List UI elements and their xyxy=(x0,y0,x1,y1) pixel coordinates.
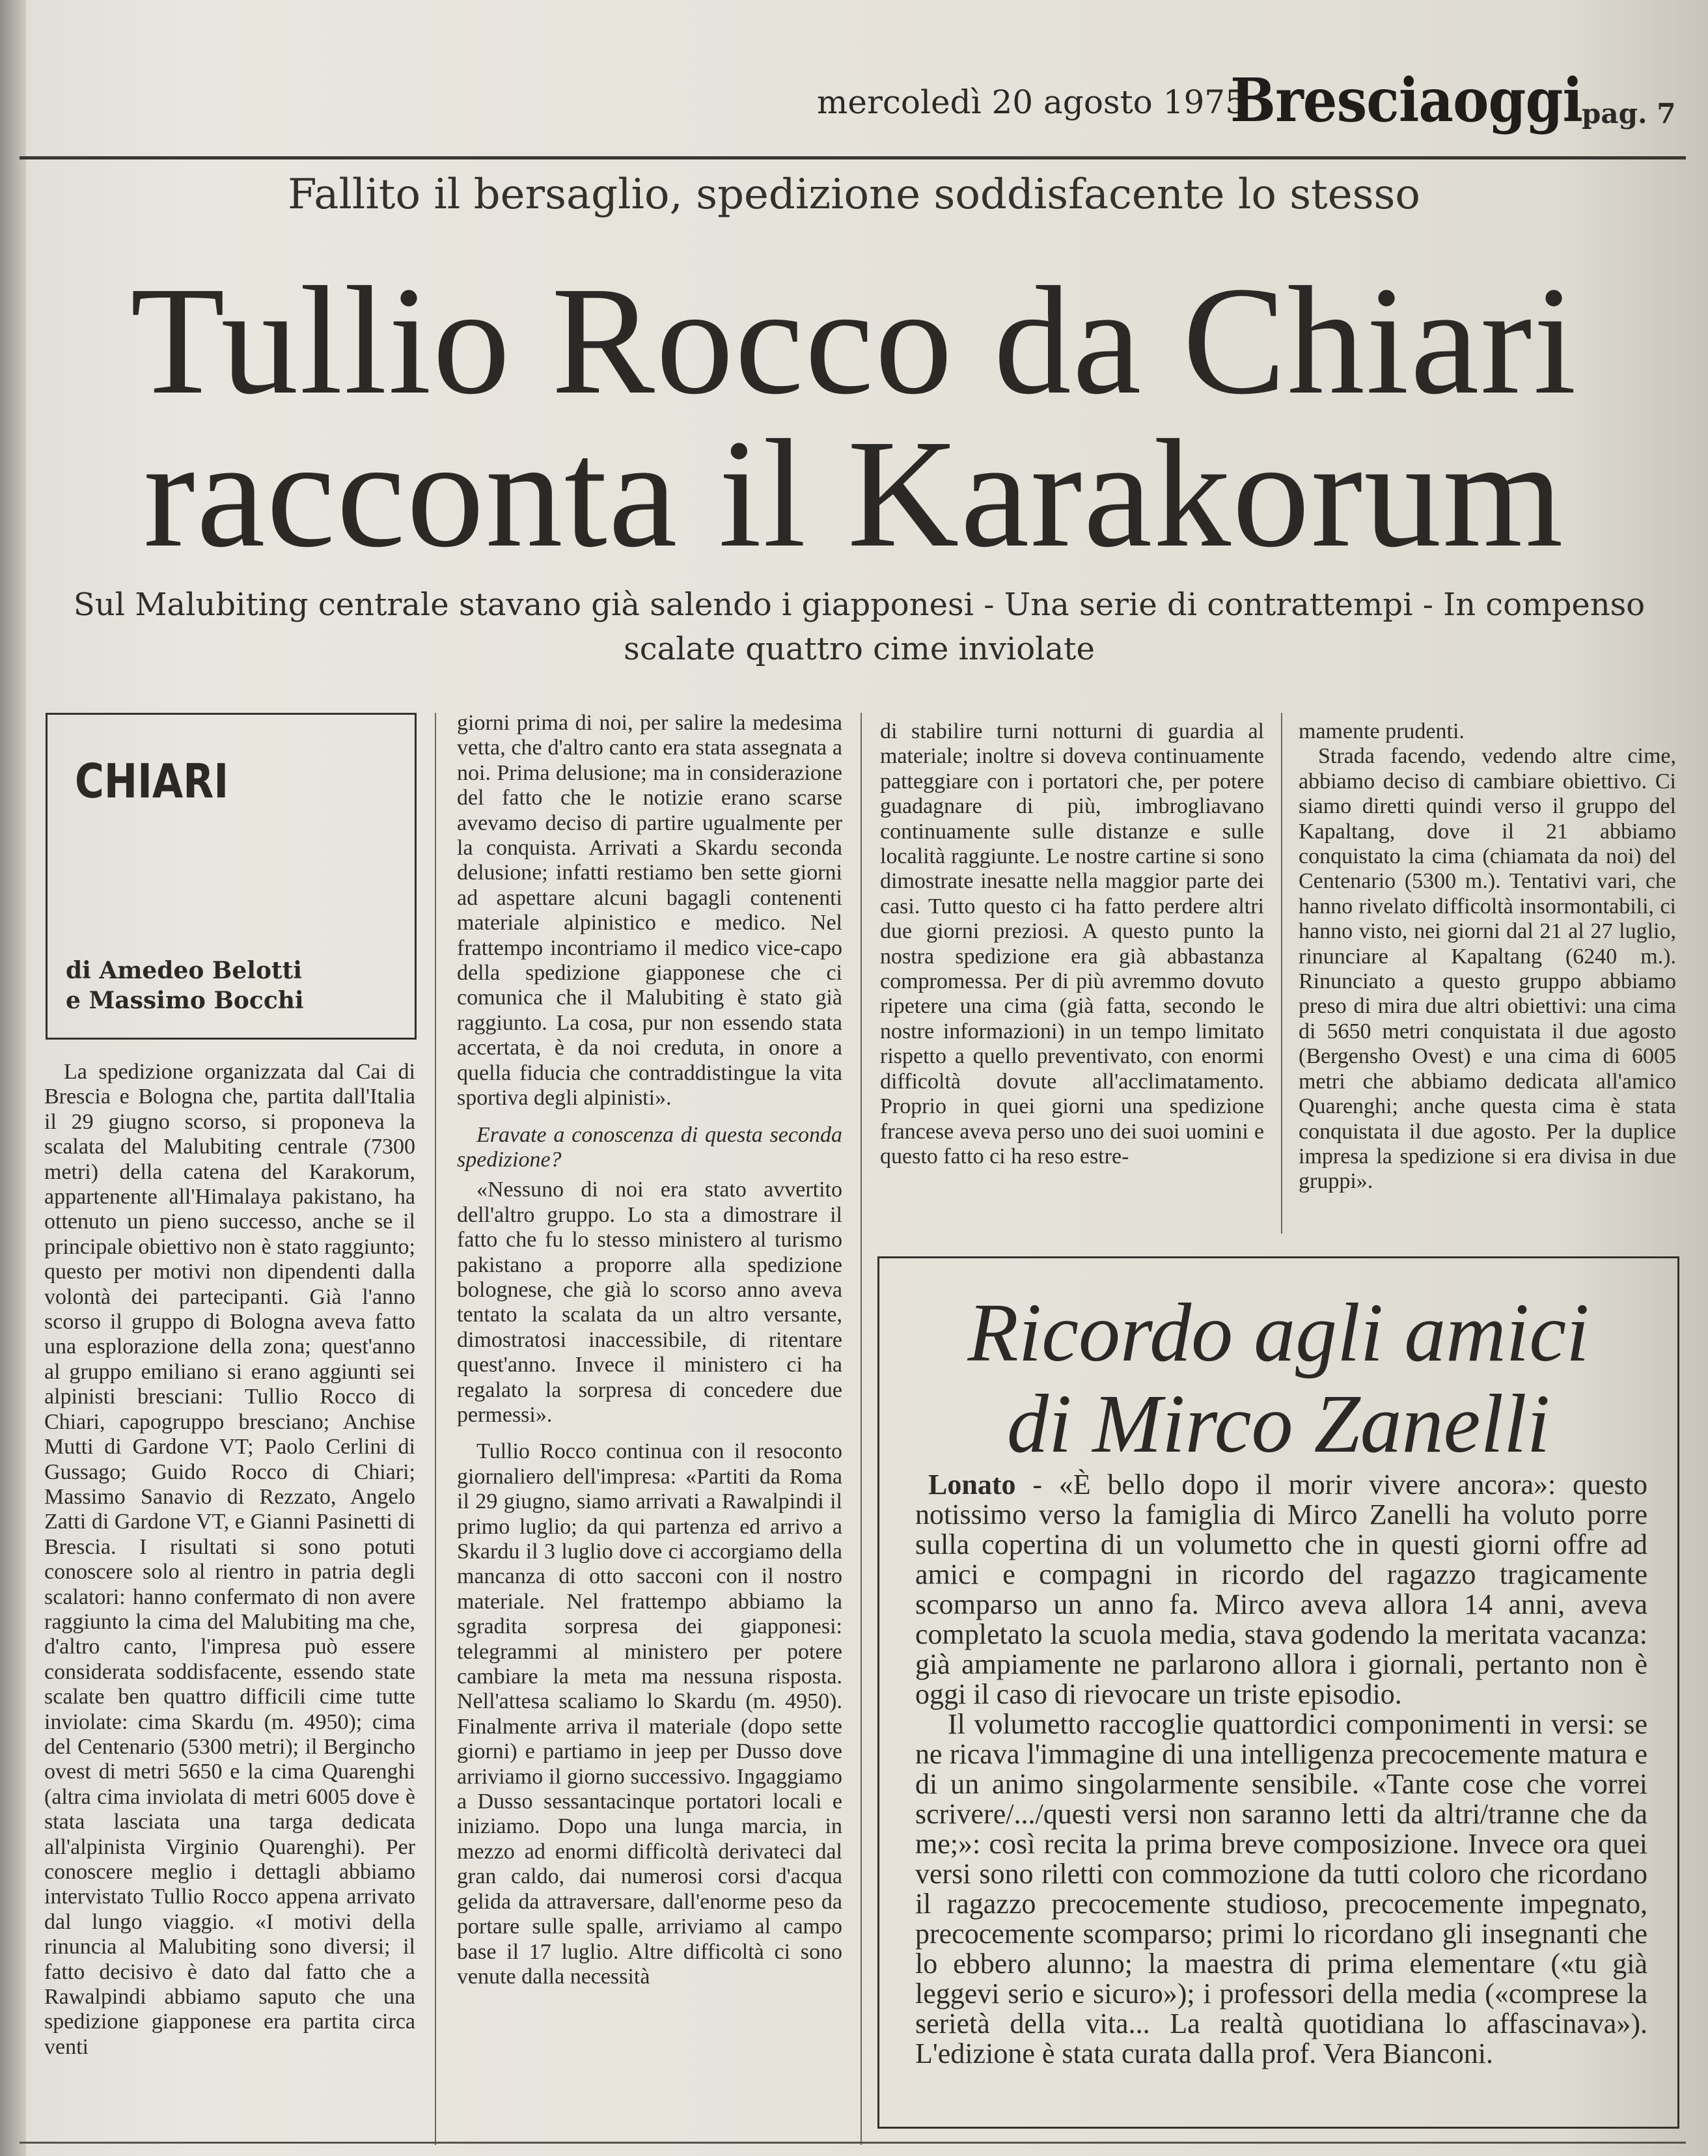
article-column-4 xyxy=(1299,719,1676,1195)
article-column-1 xyxy=(44,1060,415,2060)
headline-line-1: Tullio Rocco da Chiari xyxy=(130,255,1578,426)
article-column-3 xyxy=(880,719,1264,1169)
article-paragraph: «Nessuno di noi era stato avvertito dell'altro gruppo. Lo sta a dimostrare il fatto che fu lo stesso ministero al turismo pakistano a proporre alla spedizione bolognese, che già lo scorso anno aveva tentato la scalata da un altro versante, dimostratosi inaccessibile, di ritentare quest'anno. Invece il ministero ci ha regalato la sorpresa di concedere due permessi». xyxy=(457,1178,842,1427)
article-subhead: Sul Malubiting centrale stavano già salendo i giapponesi - Una serie di contrattempi - In compenso scalate quattro cime inviolate xyxy=(73,587,1646,667)
byline-author-2: e Massimo Bocchi xyxy=(66,987,304,1014)
byline xyxy=(66,956,304,1016)
section-label: CHIARI xyxy=(75,754,229,808)
article-paragraph: giorni prima di noi, per salire la medesima vetta, che d'altro canto era stata assegnata a noi. Prima delusione; ma in considerazione del fatto che le notizie erano scarse avevamo deciso di partire ugualmente per la conquista. Arrivati a Skardu seconda delusione; infatti restiamo ben sette giorni ad aspettare alcuni bagagli contenenti materiale alpinistico e medico. Nel frattempo incontriamo il medico vice-capo della spedizione giapponese che ci comunica che il Malubiting è stato già raggiunto. La cosa, pur non essendo stata accertata, è da noi creduta, in onore a quella fiducia che contraddistingue la vita sportiva degli alpinisti». xyxy=(457,711,842,1111)
interview-question: Eravate a conoscenza di questa seconda spedizione? xyxy=(457,1122,842,1172)
issue-date: mercoledì 20 agosto 1975 xyxy=(817,83,1246,121)
section-box xyxy=(46,713,417,1040)
sidebar-dateline: Lonato xyxy=(928,1469,1016,1500)
sidebar-paragraph-text: - «È bello dopo il morir vivere ancora»: questo notissimo verso la famiglia di Mirco Zanelli ha voluto porre sulla copertina di un volumetto che in questi giorni offre ad amici e compagni in ricordo del ragazzo tragicamente scomparso un anno fa. Mirco aveva allora 14 anni, aveva completato la scuola media, stava godendo la meritata vacanza: già ampiamente ne parlarono allora i giornali, pertanto non è oggi il caso di rievocare un triste episodio. xyxy=(915,1469,1647,1710)
article-paragraph: La spedizione organizzata dal Cai di Brescia e Bologna che, partita dall'Italia il 29 giugno scorso, si proponeva la scalata del Malubiting centrale (7300 metri) della catena del Karakorum, appartenente all'Himalaya pakistano, ha ottenuto un pieno successo, anche se il principale obiettivo non è stato raggiunto; questo per motivi non dipendenti dalla volontà dei partecipanti. Già l'anno scorso il gruppo di Bologna aveva fatto una esplorazione della zona; quest'anno al gruppo emiliano si erano aggiunti sei alpinisti bresciani: Tullio Rocco di Chiari, capogruppo bresciano; Anchise Mutti di Gardone VT; Paolo Cerlini di Gussago; Guido Rocco di Chiari; Massimo Sanavio di Rezzato, Angelo Zatti di Gardone VT, e Gianni Pasinetti di Brescia. I risultati si sono potuti conoscere solo al rientro in patria degli scalatori: hanno confermato di non avere raggiunto la cima del Malubiting ma che, d'altro canto, l'impresa può essere considerata soddisfacente, essendo state scalate ben quattro difficili cime tutte inviolate: cima Skardu (m. 4950); cima del Centenario (5300 metri); il Bergincho ovest di metri 5650 e la cima Quarenghi (altra cima inviolata di metri 6005 dove è stata lasciata una targa dedicata all'alpinista Virginio Quarenghi). Per conoscere meglio i dettagli abbiamo intervistato Tullio Rocco appena arrivato dal lungo viaggio. «I motivi della rinuncia al Malubiting sono diversi; il fatto decisivo è dato dal fatto che a Rawalpindi abbiamo saputo che una spedizione giapponese era partita circa venti xyxy=(44,1060,415,2059)
column-rule xyxy=(861,713,862,2145)
column-rule xyxy=(1281,713,1282,1234)
footer-rule xyxy=(20,2142,1686,2144)
masthead: Bresciaoggi xyxy=(1230,65,1582,135)
sidebar-paragraph: Il volumetto raccoglie quattordici componimenti in versi: se ne ricava l'immagine di una intelligenza precocemente matura e di un animo singolarmente sensibile. «Tante cose che vorrei scrivere/.../questi versi non saranno letti da altri/tranne che da me;»: così recita la prima breve composizione. Invece ora quei versi sono riletti con commozione da tutti coloro che ricordano il ragazzo precocemente studioso, precocemente impegnato, precocemente scomparso; primi lo ricordano gli insegnanti che lo ebbero alunno; la maestra di prima elementare («tu già leggevi serio e sicuro»); i professori della media («comprese la serietà della vita... La realtà quotidiana lo affascinava»). L'edizione è stata curata dalla prof. Vera Bianconi. xyxy=(915,1708,1647,2069)
sidebar-title-line-1: Ricordo agli amici xyxy=(967,1286,1590,1379)
sidebar-article-box xyxy=(877,1256,1679,2129)
article-paragraph: Strada facendo, vedendo altre cime, abbiamo deciso di cambiare obiettivo. Ci siamo diretti quindi verso il gruppo del Kapaltang, dove il 21 abbiamo conquistato la cima (chiamata da noi) del Centenario (5300 m.). Tentativi vari, che hanno rivelato difficoltà insormontabili, ci hanno visto, nei giorni dal 21 al 27 luglio, rinunciare al Kapaltang (6240 m.). Rinunciato a questo gruppo abbiamo preso di mira due altri obiettivi: una cima di 5650 metri conquistata il due agosto (Bergensho Ovest) e una cima di 6005 metri che abbiamo dedicata all'amico Quarenghi; anche questa cima è stata conquistata il due agosto. Per la duplice impresa la spedizione si era divisa in due gruppi». xyxy=(1299,744,1676,1194)
sidebar-paragraph xyxy=(915,1470,1647,1709)
article-paragraph: mamente prudenti. xyxy=(1299,719,1465,743)
byline-author-1: di Amedeo Belotti xyxy=(66,957,302,984)
headline-line-2: racconta il Karakorum xyxy=(143,408,1565,579)
sidebar-body xyxy=(915,1470,1647,2069)
article-column-2 xyxy=(457,711,842,1989)
article-kicker: Fallito il bersaglio, spedizione soddisfacente lo stesso xyxy=(288,171,1420,219)
article-paragraph: Tullio Rocco continua con il resoconto giornaliero dell'impresa: «Partiti da Roma il 29 giugno, siamo arrivati a Rawalpindi il primo luglio; da qui partenza ed arrivo a Skardu il 3 luglio dove ci accorgiamo della mancanza di otto sacconi con il nostro materiale. Nel frattempo abbiamo la sgradita sorpresa dei giapponesi: telegrammi al ministero per potere cambiare la meta ma nessuna risposta. Nell'attesa scaliamo lo Skardu (m. 4950). Finalmente arriva il materiale (dopo sette giorni) e partiamo in jeep per Dusso dove arriviamo il giorno successivo. Ingaggiamo a Dusso sessantacinque portatori locali e iniziamo. Dopo una lunga marcia, in mezzo ad enormi difficoltà derivateci dal gran caldo, dai numerosi corsi d'acqua gelida da attraversare, dall'enorme peso da portare sulle spalle, arriviamo al campo base il 17 luglio. Altre difficoltà ci sono venute dalla necessità xyxy=(457,1439,842,1989)
page-number: pag. 7 xyxy=(1582,98,1676,130)
header-rule xyxy=(20,156,1686,159)
sidebar-title-line-2: di Mirco Zanelli xyxy=(1006,1377,1550,1470)
article-paragraph: di stabilire turni notturni di guardia al materiale; inoltre si doveva continuamente patteggiare con i portatori che, per potere guadagnare di più, imbrogliavano continuamente sulle distanze e sulle località raggiunte. Le nostre cartine si sono dimostrate inesatte nella maggior parte dei casi. Tutto questo ci ha fatto perdere altri due giorni preziosi. A questo punto la nostra spedizione era già abbastanza compromessa. Per di più avremmo dovuto ripetere una cima (già fatta, secondo le nostre informazioni) in un tempo limitato rispetto a quello preventivato, con enormi difficoltà dovute all'acclimatamento. Proprio in quei giorni una spedizione francese aveva perso uno dei suoi uomini e questo fatto ci ha reso estre- xyxy=(880,719,1264,1168)
column-rule xyxy=(435,713,436,2145)
